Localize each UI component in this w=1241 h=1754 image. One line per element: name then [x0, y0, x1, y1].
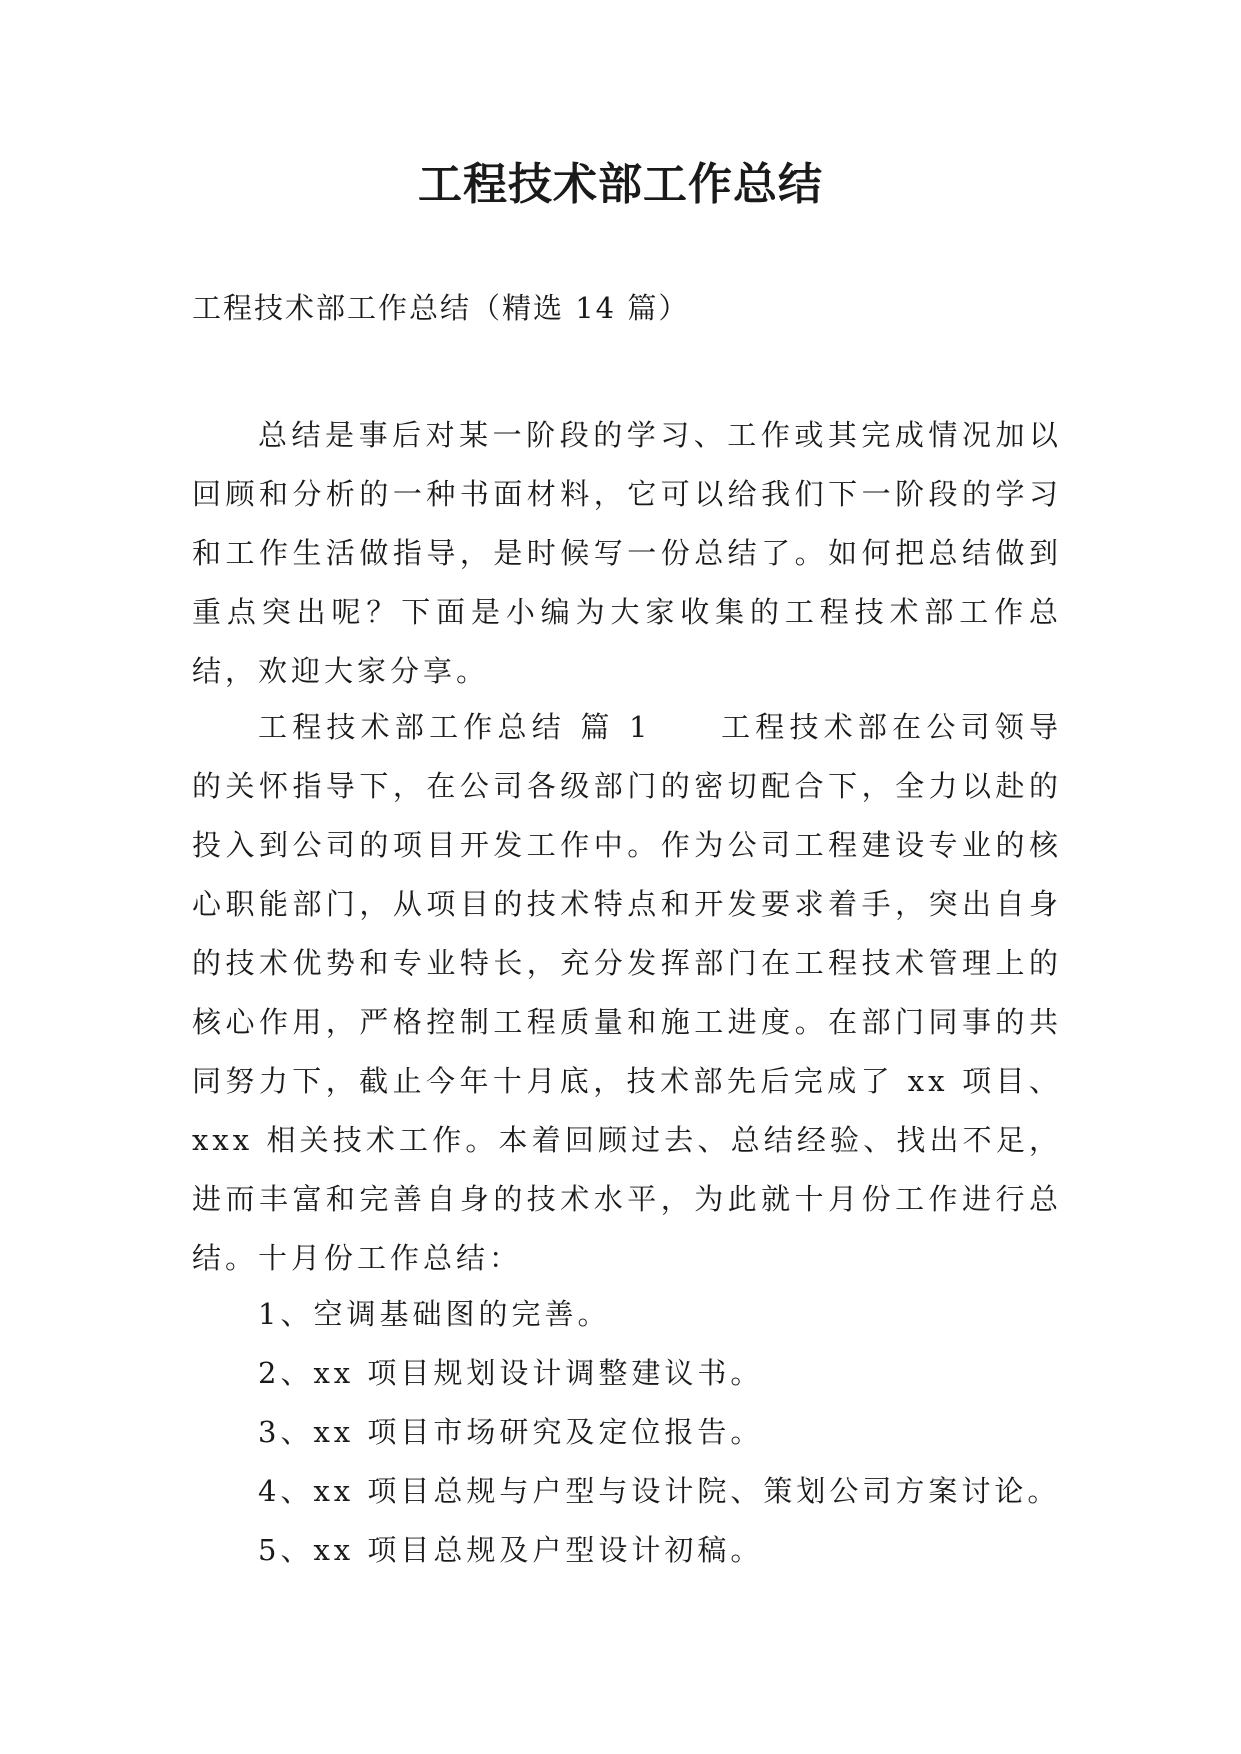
- document-title: 工程技术部工作总结: [418, 159, 823, 210]
- intro-paragraph: 总结是事后对某一阶段的学习、工作或其完成情况加以回顾和分析的一种书面材料，它可以给我们下一阶段的学习和工作生活做指导，是时候写一份总结了。如何把总结做到重点突出呢？下面是小编为大家收集的工程技术部工作总结，欢迎大家分享。: [192, 418, 1062, 688]
- work-items-list: [192, 1285, 1062, 1580]
- section-1-paragraph: 工程技术部工作总结 篇 1 工程技术部在公司领导的关怀指导下，在公司各级部门的密切配合下，全力以赴的投入到公司的项目开发工作中。作为公司工程建设专业的核心职能部门，从项目的技术特点和开发要求着手，突出自身的技术优势和专业特长，充分发挥部门在工程技术管理上的核心作用，严格控制工程质量和施工进度。在部门同事的共同努力下，截止今年十月底，技术部先后完成了 xx 项目、xxx 相关技术工作。本着回顾过去、总结经验、找出不足，进而丰富和完善自身的技术水平，为此就十月份工作进行总结。十月份工作总结：: [192, 710, 1062, 1275]
- list-item: 2、xx 项目规划设计调整建议书。: [258, 1356, 764, 1390]
- list-item: 3、xx 项目市场研究及定位报告。: [258, 1415, 764, 1449]
- list-item: 4、xx 项目总规与户型与设计院、策划公司方案讨论。: [258, 1474, 1061, 1508]
- list-item: 1、空调基础图的完善。: [258, 1297, 611, 1331]
- list-item: 5、xx 项目总规及户型设计初稿。: [258, 1533, 764, 1567]
- document-subtitle: 工程技术部工作总结（精选 14 篇）: [192, 291, 690, 325]
